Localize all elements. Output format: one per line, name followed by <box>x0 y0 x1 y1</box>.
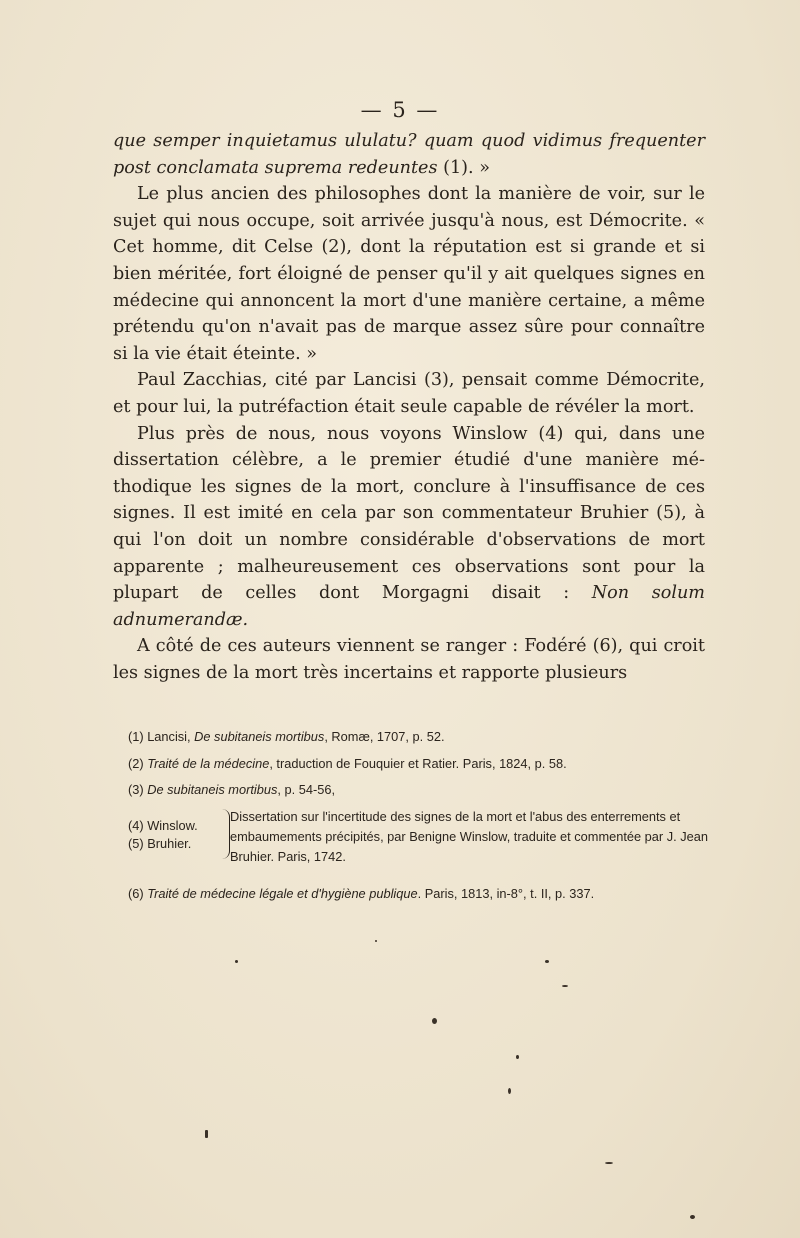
paragraph-text: Le plus ancien des philosophes dont la manière de voir, sur le sujet qui nous occupe, soit arrivée jusqu'à nous, est Démocrite. « Cet homme, dit Celse (2), dont la réputation est si grande et si bien méritée, fort éloigné de penser qu'il y ait quelques signes en médecine qui annoncent la mort d'une manière certaine, a même prétendu qu'on n'avait pas de marque assez sûre pour connaître si la vie était éteinte. » <box>113 184 705 364</box>
paragraph-text: A côté de ces auteurs viennent se ranger : Fodéré (6), qui croit les signes de la mort très incertains et rapporte plusieurs <box>113 636 705 683</box>
body-text <box>113 128 705 686</box>
latin-phrase: Non solum adnumerandæ. <box>113 583 705 630</box>
footnote-title: De subitaneis mortibus <box>147 782 278 797</box>
footnote-title: Traité de médecine légale et d'hygiène publique <box>147 886 418 901</box>
brace-icon <box>219 809 230 859</box>
footnote-title: De subitaneis mortibus <box>194 729 325 744</box>
paragraph-text: Plus près de nous, nous voyons Winslow (4) qui, dans une dissertation célèbre, a le premier étudié d'une manière méthodique les signes de la mort, conclure à l'insuffisance de ces signes. Il est imité en cela par son commentateur Bruhier (5), à qui l'on doit un nombre considérable d'observations de mort apparente ; malheureusement ces observations sont pour la plupart de celles dont Morgagni disait : <box>113 423 705 604</box>
page-number: — 5 — <box>360 98 440 122</box>
paragraph-2 <box>113 181 705 367</box>
footnote-title: Traité de la médecine <box>147 756 270 771</box>
paragraph-4 <box>113 421 705 634</box>
footnote-2: (2) Traité de la médecine, traduction de Fouquier et Ratier. Paris, 1824, p. 58. <box>128 756 567 771</box>
footnote-6: (6) Traité de médecine légale et d'hygiène publique. Paris, 1813, in-8°, t. II, p. 337. <box>128 886 595 901</box>
paragraph-3 <box>113 367 705 420</box>
paragraph-text: Paul Zacchias, cité par Lancisi (3), pensait comme Démocrite, et pour lui, la putréfaction était seule capable de révéler la mort. <box>113 370 705 417</box>
footnote-1: (1) Lancisi, De subitaneis mortibus, Romæ, 1707, p. 52. <box>128 729 445 744</box>
paragraph-1 <box>113 128 705 181</box>
paragraph-5 <box>113 633 705 686</box>
footnote-text: Dissertation sur l'incertitude des signes de la mort et l'abus des enterrements et embaumements précipités, par Benigne Winslow, traduite et commentée par J. Jean Bruhier. Paris, 1742. <box>230 809 708 864</box>
footnote-3: (3) De subitaneis mortibus, p. 54-56, <box>128 782 335 797</box>
quotation-reference: (1). » <box>437 157 490 178</box>
latin-quotation: que semper inquietamus ululatu? quam quod vidimus frequenter post conclamata suprema redeuntes <box>113 131 705 178</box>
footnote-authors: (4) Winslow. (5) Bruhier. <box>128 818 198 851</box>
